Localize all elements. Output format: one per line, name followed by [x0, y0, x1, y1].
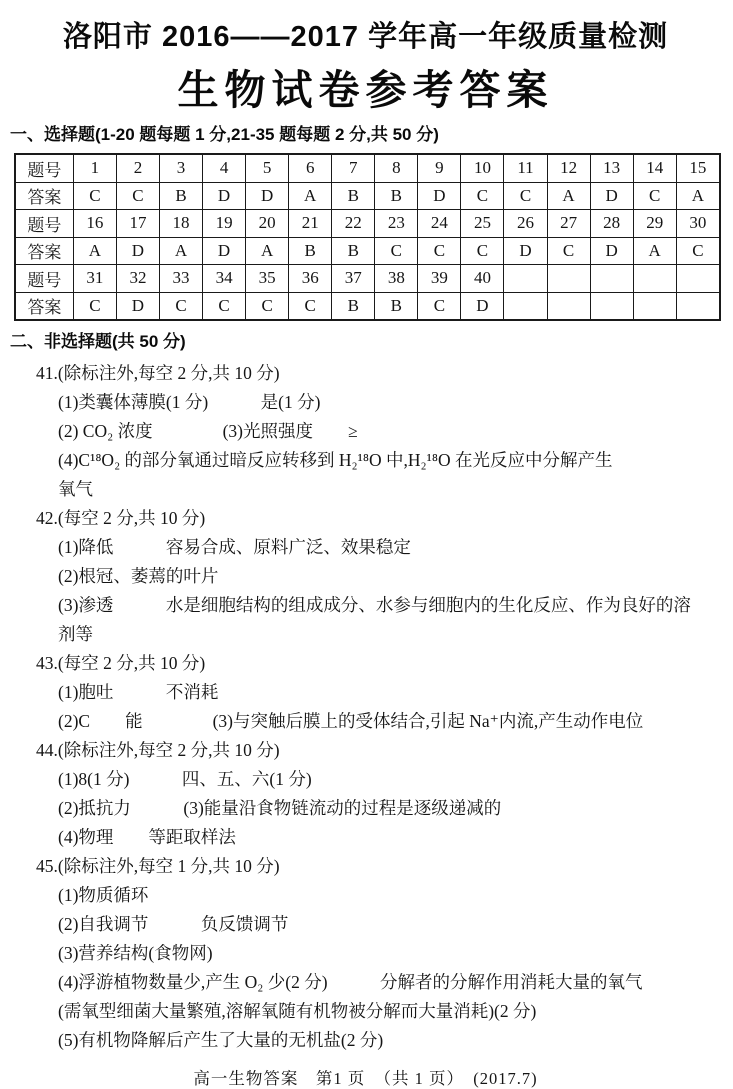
answer-line: (1)降低 容易合成、原料广泛、效果稳定: [58, 537, 411, 557]
table-row: [15, 182, 720, 210]
answer-cell: B: [289, 237, 332, 265]
answer-cell: B: [375, 182, 418, 210]
question-number-cell: 27: [547, 210, 590, 238]
question-number-cell: [547, 265, 590, 293]
question-number-cell: 5: [246, 154, 289, 182]
question-number-cell: 20: [246, 210, 289, 238]
question-number-cell: 13: [590, 154, 633, 182]
answer-line: (2)根冠、萎蔫的叶片: [58, 566, 219, 586]
answer-cell: B: [159, 182, 202, 210]
answer-cell: D: [116, 237, 159, 265]
answer-line: (需氧型细菌大量繁殖,溶解氧随有机物被分解而大量消耗)(2 分): [58, 1001, 537, 1021]
question-number-cell: 18: [159, 210, 202, 238]
answer-cell: C: [203, 292, 246, 320]
answer-cell: C: [289, 292, 332, 320]
question-number-cell: 14: [633, 154, 676, 182]
answer-cell: C: [375, 237, 418, 265]
answer-cell: C: [547, 237, 590, 265]
page-title: 洛阳市 2016——2017 学年高一年级质量检测: [62, 21, 669, 53]
row-label: 答案: [15, 182, 73, 210]
answer-cell: B: [375, 292, 418, 320]
question-number-cell: 28: [590, 210, 633, 238]
answer-cell: D: [116, 292, 159, 320]
question-number-cell: 16: [73, 210, 116, 238]
answer-cell: C: [246, 292, 289, 320]
question-number-cell: [590, 265, 633, 293]
question-number-cell: [633, 265, 676, 293]
question-number-cell: 37: [332, 265, 375, 293]
question-number-cell: 19: [203, 210, 246, 238]
answer-line: (4)物理 等距取样法: [58, 827, 236, 847]
question-number-cell: 2: [116, 154, 159, 182]
table-row: [15, 154, 720, 182]
row-label: 题号: [15, 210, 73, 238]
question-heading: 43.(每空 2 分,共 10 分): [36, 653, 206, 673]
answer-line: (2)抵抗力 (3)能量沿食物链流动的过程是逐级递减的: [58, 798, 502, 818]
question-number-cell: 23: [375, 210, 418, 238]
answer-table: [14, 153, 721, 321]
answer-cell: C: [73, 292, 116, 320]
question-number-cell: 36: [289, 265, 332, 293]
answer-cell: A: [73, 237, 116, 265]
question-number-cell: [504, 265, 547, 293]
row-label: 答案: [15, 237, 73, 265]
answer-line: (2)自我调节 负反馈调节: [58, 914, 289, 934]
question-number-cell: 10: [461, 154, 504, 182]
answer-line: 氧气: [58, 479, 93, 499]
question-number-cell: 31: [73, 265, 116, 293]
page-subtitle: 生物试卷参考答案: [177, 67, 554, 113]
question-number-cell: 24: [418, 210, 461, 238]
table-row: [15, 265, 720, 293]
answer-line: (4)浮游植物数量少,产生 O₂ 少(2 分) 分解者的分解作用消耗大量的氧气: [58, 972, 643, 992]
answer-line: 剂等: [58, 624, 93, 644]
answer-cell: D: [246, 182, 289, 210]
answer-cell: A: [289, 182, 332, 210]
answer-cell: C: [633, 182, 676, 210]
question-number-cell: 8: [375, 154, 418, 182]
questions-container: [10, 359, 721, 1055]
answer-cell: C: [461, 182, 504, 210]
page-footer: 高一生物答案 第1 页 （共 1 页） (2017.7): [193, 1069, 538, 1088]
answer-cell: B: [332, 292, 375, 320]
answer-cell: D: [504, 237, 547, 265]
question-number-cell: 6: [289, 154, 332, 182]
answer-cell: A: [246, 237, 289, 265]
answer-cell: A: [676, 182, 720, 210]
answer-line: (3)营养结构(食物网): [58, 943, 213, 963]
question-number-cell: 32: [116, 265, 159, 293]
section-nonchoice-heading: 二、非选择题(共 50 分): [10, 332, 186, 351]
question-number-cell: 30: [676, 210, 720, 238]
answer-cell: D: [590, 182, 633, 210]
question-number-cell: 17: [116, 210, 159, 238]
question-number-cell: 3: [159, 154, 202, 182]
answer-cell: D: [203, 182, 246, 210]
question-number-cell: 1: [73, 154, 116, 182]
question-number-cell: 25: [461, 210, 504, 238]
answer-line: (1)类囊体薄膜(1 分) 是(1 分): [58, 392, 321, 412]
question-number-cell: 40: [461, 265, 504, 293]
question-number-cell: 26: [504, 210, 547, 238]
answer-line: (1)物质循环: [58, 885, 149, 905]
question-heading: 42.(每空 2 分,共 10 分): [36, 508, 206, 528]
question-number-cell: 22: [332, 210, 375, 238]
answer-cell: A: [547, 182, 590, 210]
answer-cell: D: [418, 182, 461, 210]
table-row: [15, 292, 720, 320]
answer-cell: A: [633, 237, 676, 265]
row-label: 题号: [15, 265, 73, 293]
row-label: 题号: [15, 154, 73, 182]
answer-cell: D: [461, 292, 504, 320]
answer-cell: [676, 292, 720, 320]
answer-cell: C: [116, 182, 159, 210]
question-number-cell: 11: [504, 154, 547, 182]
question-block: [10, 852, 721, 1055]
answer-line: (5)有机物降解后产生了大量的无机盐(2 分): [58, 1030, 384, 1050]
table-row: [15, 237, 720, 265]
question-number-cell: 35: [246, 265, 289, 293]
question-number-cell: 15: [676, 154, 720, 182]
answer-line: (2)C 能 (3)与突触后膜上的受体结合,引起 Na⁺内流,产生动作电位: [58, 711, 644, 731]
question-block: [10, 359, 721, 504]
answer-cell: [590, 292, 633, 320]
answer-table-body: [15, 154, 720, 320]
answer-cell: D: [590, 237, 633, 265]
answer-line: (3)渗透 水是细胞结构的组成成分、水参与细胞内的生化反应、作为良好的溶: [58, 595, 691, 615]
answer-cell: B: [332, 237, 375, 265]
question-heading: 45.(除标注外,每空 1 分,共 10 分): [36, 856, 280, 876]
answer-line: (1)8(1 分) 四、五、六(1 分): [58, 769, 312, 789]
answer-cell: [504, 292, 547, 320]
question-number-cell: 34: [203, 265, 246, 293]
answer-cell: [547, 292, 590, 320]
question-number-cell: 39: [418, 265, 461, 293]
question-number-cell: 7: [332, 154, 375, 182]
answer-cell: C: [418, 292, 461, 320]
answer-line: (4)C¹⁸O₂ 的部分氧通过暗反应转移到 H₂¹⁸O 中,H₂¹⁸O 在光反应中分解产生: [58, 450, 613, 470]
question-number-cell: 29: [633, 210, 676, 238]
answer-cell: C: [676, 237, 720, 265]
answer-line: (2) CO₂ 浓度 (3)光照强度 ≥: [58, 421, 358, 441]
answer-cell: B: [332, 182, 375, 210]
row-label: 答案: [15, 292, 73, 320]
table-row: [15, 210, 720, 238]
question-heading: 44.(除标注外,每空 2 分,共 10 分): [36, 740, 280, 760]
answer-cell: [633, 292, 676, 320]
question-number-cell: 4: [203, 154, 246, 182]
question-block: [10, 649, 721, 736]
answer-cell: A: [159, 237, 202, 265]
question-number-cell: 33: [159, 265, 202, 293]
answer-cell: C: [461, 237, 504, 265]
answer-cell: C: [418, 237, 461, 265]
answer-cell: C: [159, 292, 202, 320]
question-number-cell: 9: [418, 154, 461, 182]
answer-cell: C: [73, 182, 116, 210]
question-number-cell: 21: [289, 210, 332, 238]
question-block: [10, 504, 721, 649]
question-number-cell: 12: [547, 154, 590, 182]
answer-line: (1)胞吐 不消耗: [58, 682, 219, 702]
section-choice-heading: 一、选择题(1-20 题每题 1 分,21-35 题每题 2 分,共 50 分): [10, 125, 439, 144]
answer-cell: D: [203, 237, 246, 265]
question-block: [10, 736, 721, 852]
answer-cell: C: [504, 182, 547, 210]
question-number-cell: [676, 265, 720, 293]
question-number-cell: 38: [375, 265, 418, 293]
question-heading: 41.(除标注外,每空 2 分,共 10 分): [36, 363, 280, 383]
